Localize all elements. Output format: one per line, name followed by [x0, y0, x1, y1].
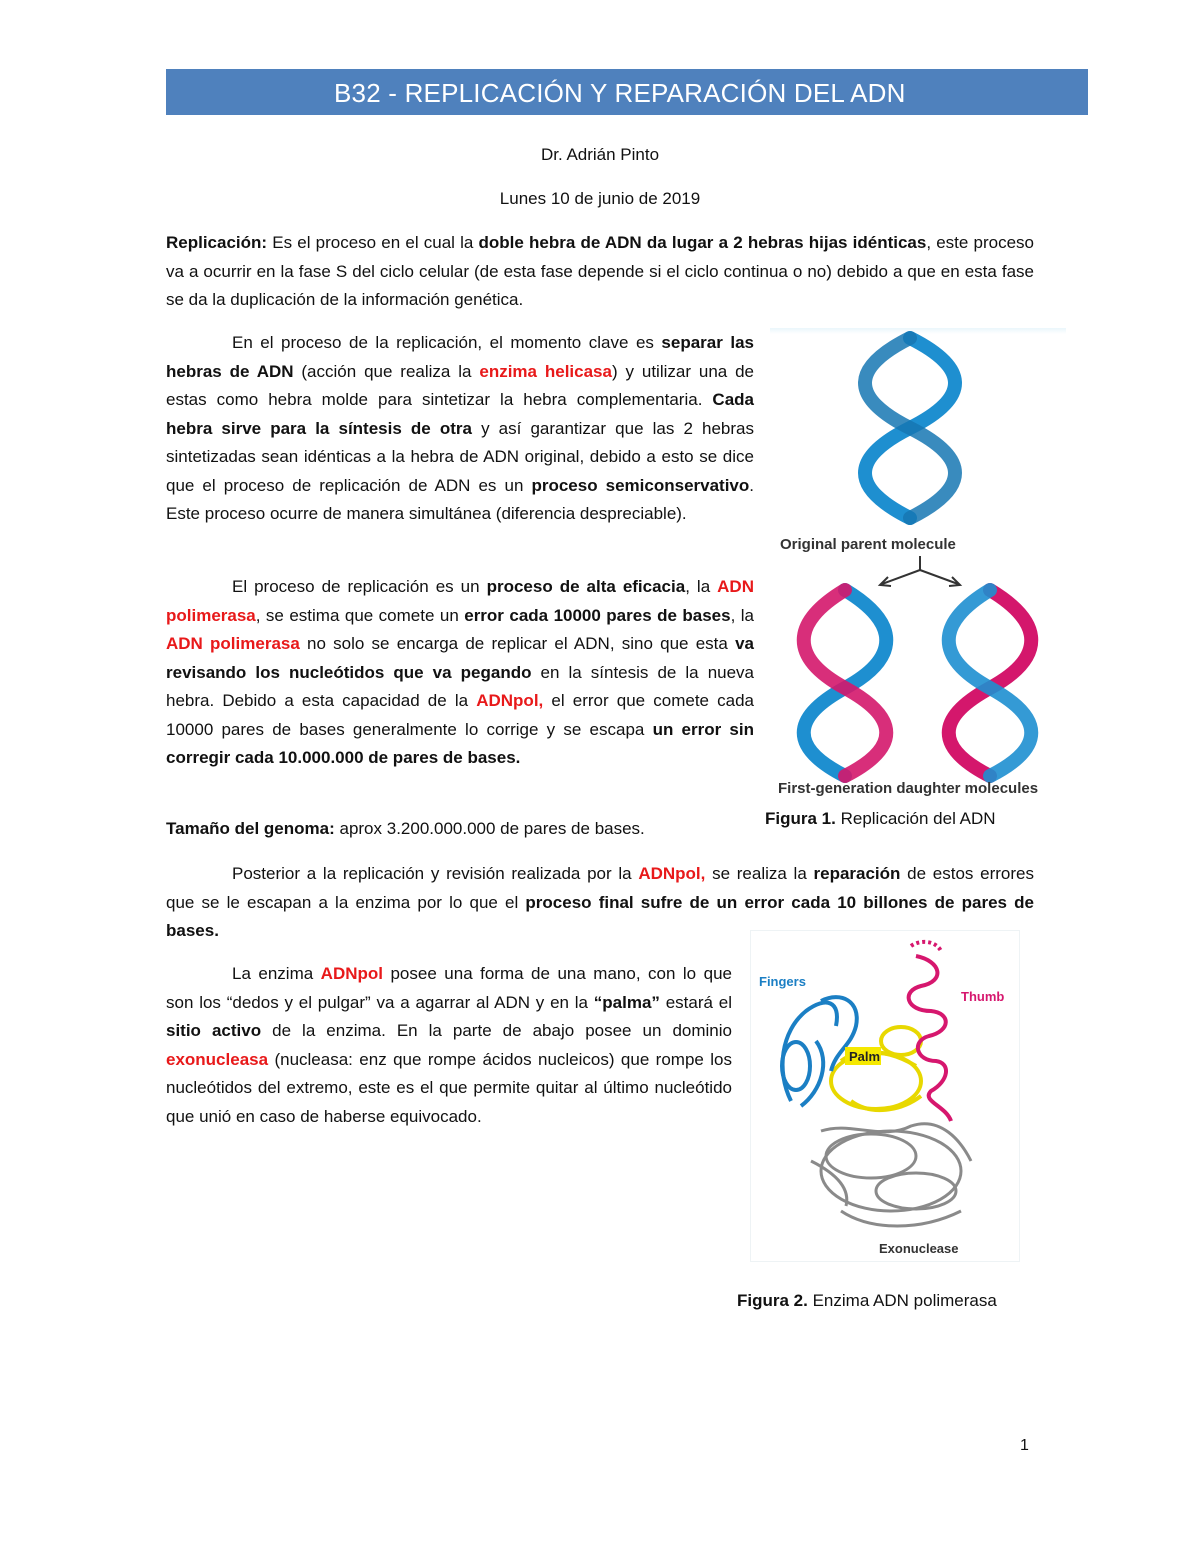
thumb-label: Thumb	[961, 989, 1005, 1004]
document-title: B32 - REPLICACIÓN Y REPARACIÓN DEL ADN	[334, 78, 906, 108]
figure2-caption: Figura 2. Enzima ADN polimerasa	[737, 1291, 997, 1310]
daughter-helix-right	[949, 590, 1032, 776]
document-title-bar	[166, 69, 1088, 115]
date-line: Lunes 10 de junio de 2019	[499, 189, 701, 208]
polymerase-structure-diagram	[751, 931, 1019, 1261]
dna-replication-diagram	[770, 328, 1066, 798]
paragraph-adnpol-mano: La enzima ADNpol posee una forma de una mano, con lo que son los “dedos y el pulgar” va a agarrar al ADN y en la “palma” estará el sitio activo de la enzima. En la parte de abajo posee un dominio exonucleasa (nucleasa: enz que rompe ácidos nucleicos) que rompe los nucleótidos del extremo, este es el que permite quitar al último nucleótido que unió en caso de haberse equivocado.	[166, 964, 732, 1126]
paragraph-reparacion: Posterior a la replicación y revisión realizada por la ADNpol, se realiza la reparación de estos errores que se le escapan a la enzima por lo que el proceso final sufre de un error cada 10 billones de pares de bases.	[166, 864, 1034, 940]
original-parent-label: Original parent molecule	[780, 536, 956, 553]
paragraph-separar-hebras: En el proceso de la replicación, el momento clave es separar las hebras de ADN (acción que realiza la enzima helicasa) y utilizar una de estas como hebra molde para sintetizar la hebra complementaria. Cada hebra sirve para la síntesis de otra y así garantizar que las 2 hebras sintetizadas sean idénticas a la hebra de ADN original, debido a esto se dice que el proceso de replicación de ADN es un proceso semiconservativo. Este proceso ocurre de manera simultánea (diferencia despreciable).	[166, 333, 755, 523]
paragraph-replicacion: Replicación: Es el proceso en el cual la doble hebra de ADN da lugar a 2 hebras hijas idénticas, este proceso va a ocurrir en la fase S del ciclo celular (de esta fase depende si el ciclo continua o no) debido a que en esta fase se da la duplicación de la información genética.	[166, 233, 1035, 309]
split-arrows	[880, 556, 960, 586]
exonuclease-domain	[811, 1124, 971, 1226]
fingers-label: Fingers	[759, 974, 806, 989]
palm-label: Palm	[849, 1049, 881, 1064]
daughter-helix-left	[804, 590, 887, 776]
figure-dna-polymerase	[750, 930, 1020, 1262]
daughter-molecules-label: First-generation daughter molecules	[778, 780, 1039, 797]
page-number: 1	[1020, 1437, 1029, 1454]
figure1-caption: Figura 1. Replicación del ADN	[765, 809, 996, 828]
paragraph-tamano-genoma: Tamaño del genoma: aprox 3.200.000.000 de pares de bases.	[166, 819, 645, 838]
palm-domain	[831, 1027, 921, 1110]
parent-helix	[865, 338, 955, 518]
paragraph-alta-eficacia: El proceso de replicación es un proceso de alta eficacia, la ADN polimerasa, se estima que comete un error cada 10000 pares de bases, la ADN polimerasa no solo se encarga de replicar el ADN, sino que esta va revisando los nucleótidos que va pegando en la síntesis de la nueva hebra. Debido a esta capacidad de la ADNpol, el error que comete cada 10000 pares de bases generalmente lo corrige y se escapa un error sin corregir cada 10.000.000 de pares de bases.	[166, 577, 755, 767]
figure-dna-replication	[770, 328, 1066, 798]
term-replicacion: Replicación:	[166, 233, 268, 252]
author-line: Dr. Adrián Pinto	[540, 145, 660, 164]
exonuclease-label: Exonuclease	[879, 1241, 959, 1256]
